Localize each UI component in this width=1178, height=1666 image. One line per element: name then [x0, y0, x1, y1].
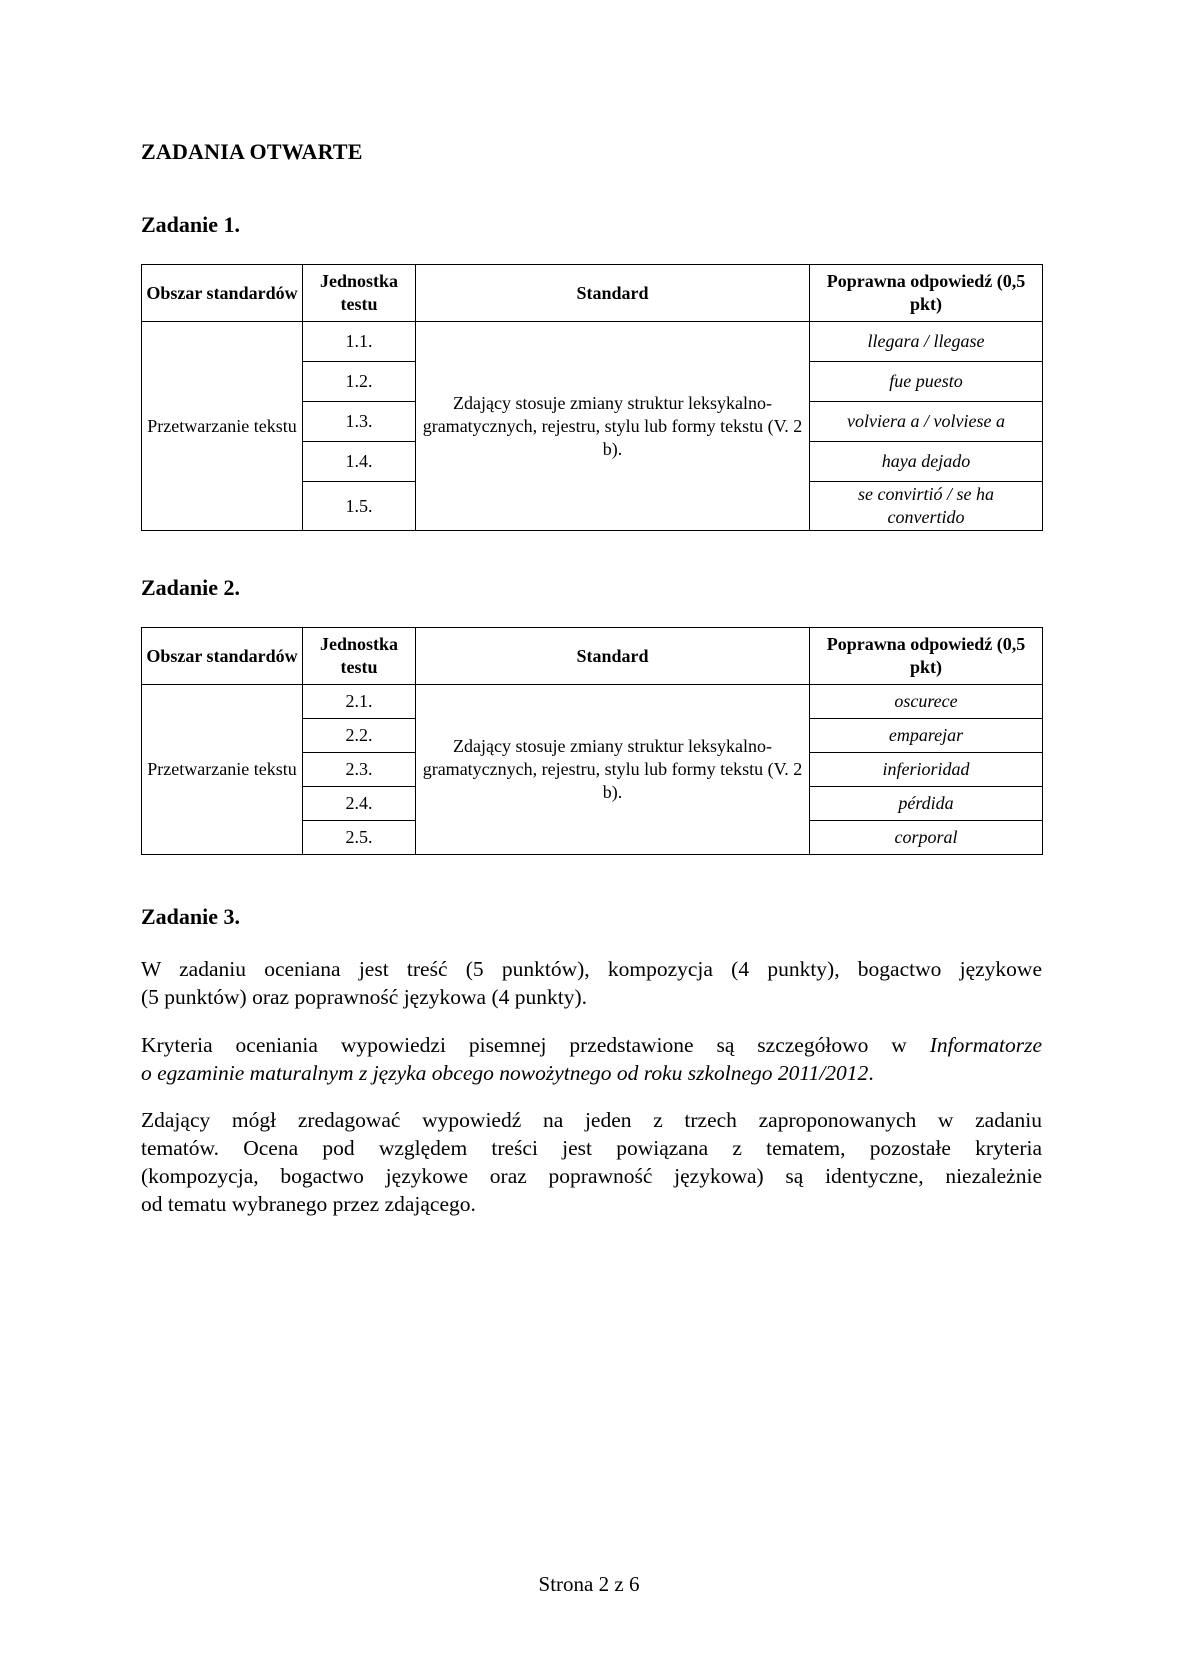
paragraph-line: (kompozycja, bogactwo językowe oraz poprawność językowa) są identyczne, niezależnie	[141, 1164, 1042, 1188]
area-cell: Przetwarzanie tekstu	[142, 322, 303, 531]
area-cell: Przetwarzanie tekstu	[142, 685, 303, 855]
answer-cell: fue puesto	[810, 362, 1043, 402]
paragraph-line: W zadaniu oceniana jest treść (5 punktów), kompozycja (4 punkty), bogactwo językowe	[141, 957, 1042, 981]
answer-cell: haya dejado	[810, 442, 1043, 482]
publication-title: o egzaminie maturalnym z języka obcego nowożytnego od roku szkolnego 2011/2012	[141, 1061, 869, 1085]
standard-cell: Zdający stosuje zmiany struktur leksykalno-gramatycznych, rejestru, stylu lub formy tekstu (V. 2 b).	[416, 322, 810, 531]
unit-cell: 2.1.	[303, 685, 416, 719]
answer-cell: se convirtió / se ha convertido	[810, 482, 1043, 531]
paragraph-line	[141, 1031, 1042, 1059]
header-standard: Standard	[416, 265, 810, 322]
section-heading: ZADANIA OTWARTE	[141, 139, 363, 164]
page-number: Strona 2 z 6	[538, 1572, 640, 1596]
answer-cell: oscurece	[810, 685, 1043, 719]
header-answer: Poprawna odpowiedź (0,5 pkt)	[810, 628, 1043, 685]
unit-cell: 1.3.	[303, 402, 416, 442]
publication-title: Informatorze	[929, 1033, 1042, 1057]
unit-cell: 1.1.	[303, 322, 416, 362]
header-standard: Standard	[416, 628, 810, 685]
task3-title: Zadanie 3.	[141, 904, 241, 929]
answer-cell: llegara / llegase	[810, 322, 1043, 362]
unit-cell: 1.2.	[303, 362, 416, 402]
unit-cell: 2.2.	[303, 719, 416, 753]
table-row	[142, 685, 1043, 719]
header-area: Obszar standardów	[142, 265, 303, 322]
unit-cell: 2.5.	[303, 821, 416, 855]
table-header-row	[142, 628, 1043, 685]
paragraph-line: (5 punktów) oraz poprawność językowa (4 punkty).	[141, 985, 587, 1009]
unit-cell: 1.4.	[303, 442, 416, 482]
task1-title: Zadanie 1.	[141, 212, 241, 237]
answer-cell: emparejar	[810, 719, 1043, 753]
task3-paragraph-1	[141, 955, 1042, 1011]
answer-cell: inferioridad	[810, 753, 1043, 787]
unit-cell: 1.5.	[303, 482, 416, 531]
answer-cell: pérdida	[810, 787, 1043, 821]
paragraph-line	[141, 1059, 1042, 1087]
standard-cell: Zdający stosuje zmiany struktur leksykalno-gramatycznych, rejestru, stylu lub formy tekstu (V. 2 b).	[416, 685, 810, 855]
unit-cell: 2.3.	[303, 753, 416, 787]
paragraph-line: Zdający mógł zredagować wypowiedź na jeden z trzech zaproponowanych w zadaniu	[141, 1108, 1042, 1132]
task3-paragraph-2	[141, 1031, 1042, 1087]
text-run: .	[868, 1061, 874, 1085]
text-run: Kryteria oceniania wypowiedzi pisemnej przedstawione są szczegółowo w	[141, 1033, 930, 1057]
header-area: Obszar standardów	[142, 628, 303, 685]
task3-paragraph-3	[141, 1106, 1042, 1218]
paragraph-line: tematów. Ocena pod względem treści jest powiązana z tematem, pozostałe kryteria	[141, 1136, 1042, 1160]
header-unit: Jednostka testu	[303, 265, 416, 322]
task1-table	[141, 264, 1043, 531]
answer-cell: volviera a / volviese a	[810, 402, 1043, 442]
unit-cell: 2.4.	[303, 787, 416, 821]
paragraph-line: od tematu wybranego przez zdającego.	[141, 1192, 476, 1216]
answer-cell: corporal	[810, 821, 1043, 855]
header-answer: Poprawna odpowiedź (0,5 pkt)	[810, 265, 1043, 322]
header-unit: Jednostka testu	[303, 628, 416, 685]
task2-title: Zadanie 2.	[141, 575, 241, 600]
table-row	[142, 322, 1043, 362]
table-header-row	[142, 265, 1043, 322]
task2-table	[141, 627, 1043, 855]
